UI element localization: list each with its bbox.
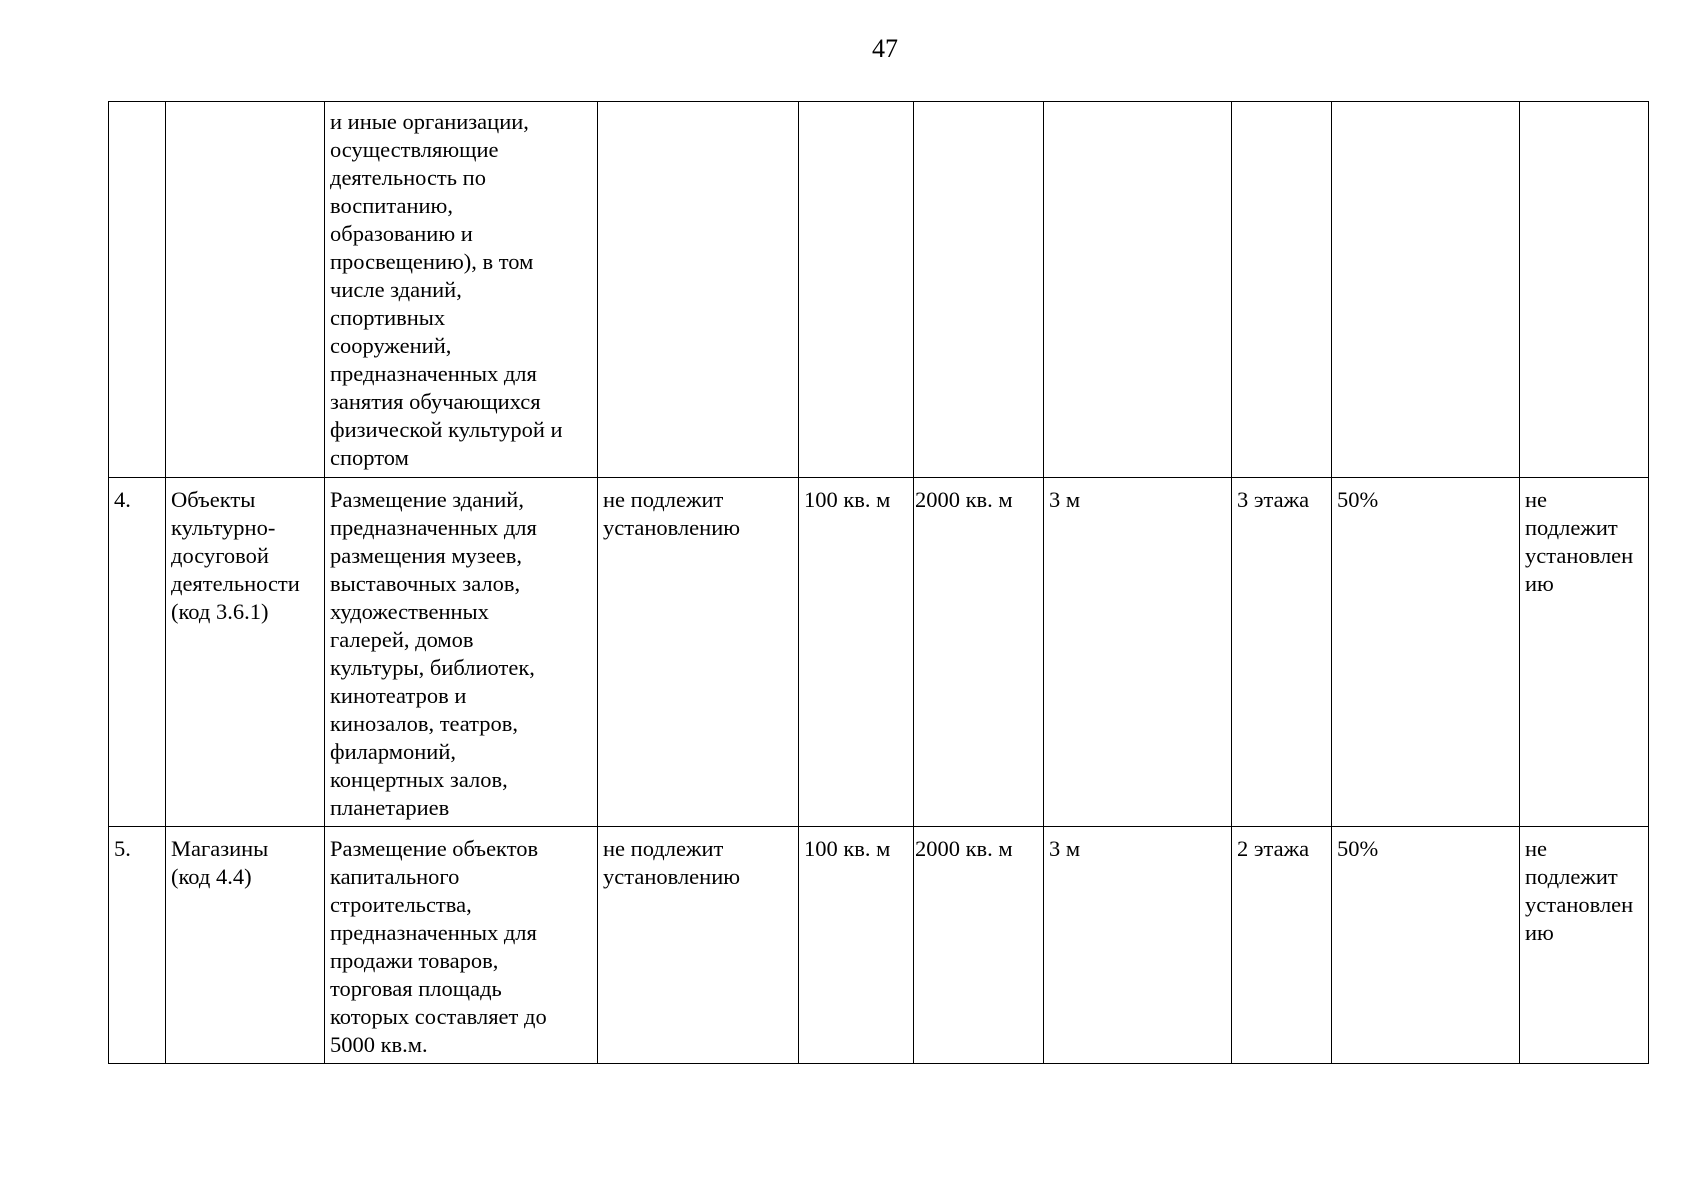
- floors-cell: [1232, 478, 1332, 827]
- use-type-name: Магазины (код 4.4): [171, 836, 269, 889]
- setback-cell: [1044, 827, 1232, 1064]
- min-area-cell: [799, 478, 914, 827]
- row-number-cell: [109, 827, 166, 1064]
- coverage-cell: [1332, 478, 1520, 827]
- use-type-name: Объекты культурно- досуговой деятельности (код 3.6.1): [171, 487, 300, 624]
- max-area-cell: [914, 478, 1044, 827]
- parameter-cell: [598, 478, 799, 827]
- max-area-cell: [914, 102, 1044, 478]
- min-area-cell: [799, 827, 914, 1064]
- max-plot-area: 2000 кв. м: [915, 836, 1013, 861]
- setback-cell: [1044, 478, 1232, 827]
- extra-parameter-cell: [1520, 102, 1649, 478]
- use-description: и иные организации, осуществляющие деятельность по воспитанию, образованию и просвещению), в том числе зданий, спортивных сооружений, предназначенных для занятия обучающихся физической культурой и спортом: [330, 109, 563, 470]
- max-area-cell: [914, 827, 1044, 1064]
- min-plot-area: 100 кв. м: [804, 836, 891, 861]
- coverage-cell: [1332, 102, 1520, 478]
- row-number-cell: [109, 478, 166, 827]
- description-cell: [325, 102, 598, 478]
- parameter-value: не подлежит установлению: [603, 836, 741, 889]
- row-number-cell: [109, 102, 166, 478]
- table-row: [109, 102, 1649, 478]
- coverage-cell: [1332, 827, 1520, 1064]
- floors-cell: [1232, 102, 1332, 478]
- min-setback: 3 м: [1049, 487, 1081, 512]
- max-floors: 2 этажа: [1237, 836, 1310, 861]
- use-description: Размещение объектов капитального строительства, предназначенных для продажи товаров, торговая площадь которых составляет до 5000 кв.м.: [330, 836, 547, 1057]
- min-plot-area: 100 кв. м: [804, 487, 891, 512]
- max-floors: 3 этажа: [1237, 487, 1310, 512]
- row-number: 5.: [114, 836, 131, 861]
- row-number: 4.: [114, 487, 131, 512]
- extra-parameter-cell: [1520, 827, 1649, 1064]
- use-type-cell: [166, 102, 325, 478]
- max-coverage: 50%: [1337, 487, 1379, 512]
- max-coverage: 50%: [1337, 836, 1379, 861]
- parameter-value: не подлежит установлению: [603, 487, 741, 540]
- table-row: [109, 827, 1649, 1064]
- min-area-cell: [799, 102, 914, 478]
- use-description: Размещение зданий, предназначенных для размещения музеев, выставочных залов, художественных галерей, домов культуры, библиотек, кинотеатров и кинозалов, театров, филармоний, концертных залов, планетариев: [330, 487, 537, 820]
- min-setback: 3 м: [1049, 836, 1081, 861]
- extra-parameter-value: не подлежит установлен ию: [1525, 836, 1634, 945]
- extra-parameter-cell: [1520, 478, 1649, 827]
- max-plot-area: 2000 кв. м: [915, 487, 1013, 512]
- parameter-cell: [598, 102, 799, 478]
- zoning-regulations-table: [108, 101, 1649, 1064]
- extra-parameter-value: не подлежит установлен ию: [1525, 487, 1634, 596]
- parameter-cell: [598, 827, 799, 1064]
- page-number: 47: [872, 34, 898, 63]
- table-row: [109, 478, 1649, 827]
- setback-cell: [1044, 102, 1232, 478]
- use-type-cell: [166, 827, 325, 1064]
- description-cell: [325, 478, 598, 827]
- floors-cell: [1232, 827, 1332, 1064]
- description-cell: [325, 827, 598, 1064]
- use-type-cell: [166, 478, 325, 827]
